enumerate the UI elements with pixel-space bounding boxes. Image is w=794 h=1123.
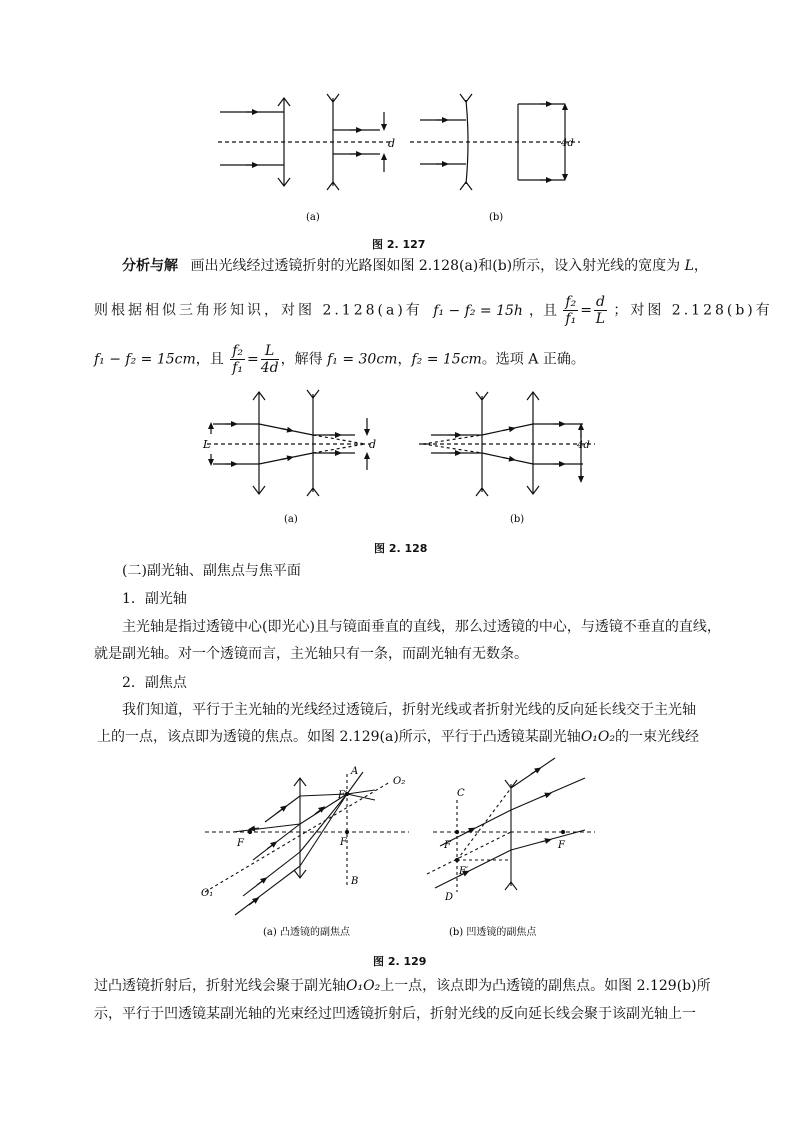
analysis-p3-eq1: f₁ − f₂ = 15cm [94, 351, 196, 368]
fig129-sub-a: (a) 凸透镜的副焦点 [263, 927, 350, 938]
analysis-p3-end: 。选项 A 正确。 [481, 351, 585, 368]
tail-line-1 [94, 976, 711, 996]
analysis-p1-text: 画出光线经过透镜折射的光路图如图 2.128(a)和(b)所示，设入射光线的宽度为 [190, 258, 681, 274]
figure-2-129 [195, 760, 605, 945]
analysis-p3-eq3: f₂ = 15cm [411, 351, 482, 368]
fig129-sub-b: (b) 凹透镜的副焦点 [449, 927, 537, 938]
p-focus-2b: 的一束光线经 [615, 729, 699, 745]
analysis-p3-comma: ， [397, 351, 412, 368]
analysis-line-1 [122, 256, 708, 276]
fig128-L-label: L [203, 438, 211, 451]
analysis-p2-frac2: $\frac{d}{L}$ [595, 294, 606, 327]
fig129-Fp-b: F′ [459, 866, 469, 877]
analysis-p2-eqsign: = [580, 302, 592, 319]
analysis-heading: 分析与解 [122, 258, 178, 274]
fig129-C: C [457, 788, 465, 799]
fig129-D: D [445, 892, 454, 903]
section-item-2: 2．副焦点 [122, 675, 187, 691]
figure-2-128 [195, 388, 605, 533]
analysis-line-3 [94, 343, 585, 376]
section-item-1: 1．副光轴 [122, 591, 187, 607]
analysis-p2-lead: 则根据相似三角形知识，对图 2.128(a)有 [94, 302, 423, 319]
fig129-F-a1: F [340, 837, 347, 848]
fig128-sub-b: (b) [510, 514, 525, 525]
analysis-p3-frac2: $\frac{L}{4d}$ [260, 343, 279, 376]
fig128-4d-label: 4d [577, 440, 590, 451]
tail-p1b: 上一点，该点即为凸透镜的副焦点。如图 2.129(b)所 [380, 978, 711, 994]
section-title: (二)副光轴、副焦点与焦平面 [122, 563, 301, 579]
fig128-d-label: d [369, 438, 377, 451]
fig127-sub-a: (a) [306, 212, 320, 223]
fig129-F-b1: F [444, 840, 451, 851]
fig129-F-a2: F [237, 838, 244, 849]
p-focus-line-1: 我们知道，平行于主光轴的光线经过透镜后，折射光线或者折射光线的反向延长线交于主光轴 [122, 702, 696, 718]
figure-2-127 [200, 90, 600, 230]
fig127-d-label: d [388, 137, 396, 150]
analysis-p2-mid: ，且 [528, 302, 557, 319]
analysis-p3-mid: ，且 [195, 351, 224, 368]
analysis-p3-solve: ，解得 [280, 351, 323, 368]
fig127-sub-b: (b) [489, 212, 504, 223]
p-axis-line-1: 主光轴是指过透镜中心(即光心)且与镜面垂直的直线，那么过透镜的中心，与透镜不垂直的直线， [122, 619, 721, 635]
fig129-B: B [351, 876, 359, 887]
fig129-A: A [351, 766, 359, 777]
p-axis-line-2: 就是副光轴。对一个透镜而言，主光轴只有一条，而副光轴有无数条。 [94, 646, 528, 662]
p-focus-2a: 上的一点，该点即为透镜的焦点。如图 2.129(a)所示，平行于凸透镜某副光轴 [97, 729, 581, 745]
fig129-F-b2: F [558, 840, 565, 851]
fig129-O1: O₁ [201, 888, 214, 899]
tail-p1-var: O₁O₂ [346, 978, 381, 994]
tail-p1a: 过凸透镜折射后，折射光线会聚于副光轴 [94, 978, 346, 994]
fig129-O2: O₂ [393, 776, 406, 787]
fig129-caption: 图 2. 129 [373, 955, 427, 968]
analysis-p3-frac1: $\frac{\text{f₂}}{\text{f₁}}$ [232, 343, 244, 376]
fig127-caption: 图 2. 127 [372, 238, 426, 251]
analysis-line-2 [94, 294, 773, 327]
fig127-4d-label: 4d [561, 138, 574, 149]
p-focus-2-var: O₁O₂ [580, 729, 615, 745]
analysis-p2-tail: ；对图 2.128(b)有 [613, 302, 773, 319]
analysis-p1-var: L [684, 258, 694, 274]
analysis-p2-frac1: $\frac{\text{f₂}}{\text{f₁}}$ [565, 294, 577, 327]
analysis-p3-eqsign: = [247, 351, 259, 368]
fig129-Fp-a: F′ [338, 790, 348, 801]
analysis-p1-end: ， [693, 258, 708, 274]
analysis-p3-eq2: f₁ = 30cm [327, 351, 398, 368]
tail-line-2: 示，平行于凹透镜某副光轴的光束经过凹透镜折射后，折射光线的反向延长线会聚于该副光轴上一 [94, 1006, 696, 1022]
fig128-caption: 图 2. 128 [374, 542, 428, 555]
fig128-sub-a: (a) [284, 514, 298, 525]
analysis-p2-eq: f₁ − f₂ = 15h [433, 302, 523, 319]
p-focus-line-2 [97, 727, 699, 747]
